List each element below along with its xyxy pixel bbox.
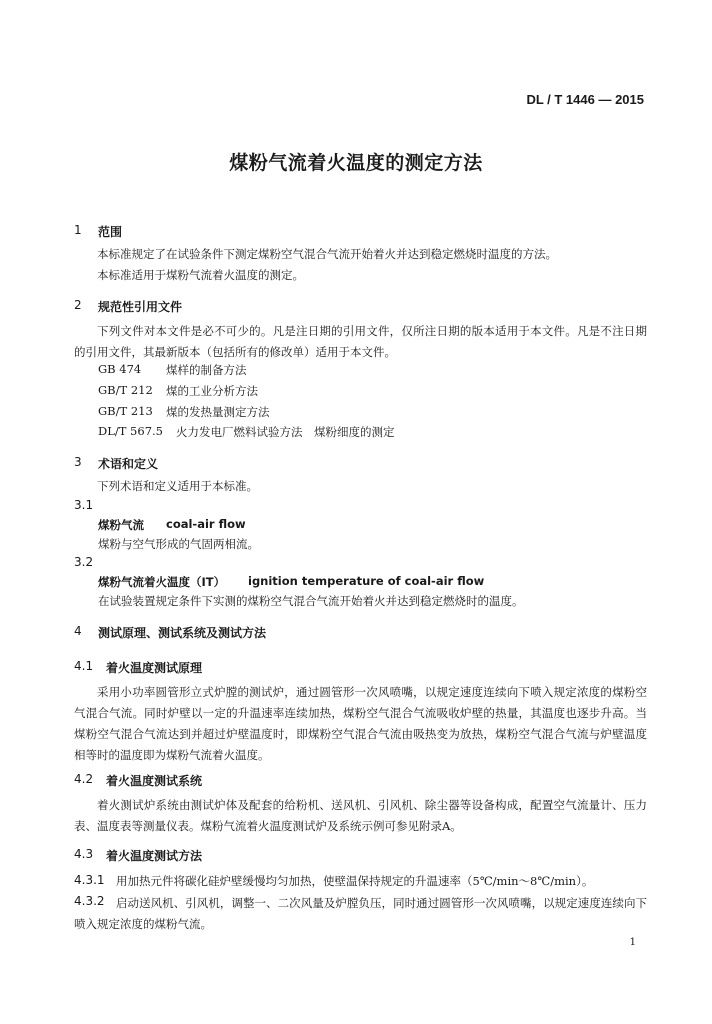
term-1-chinese: 煤粉气流 [98,518,144,532]
section-3-heading: 术语和定义 [98,457,159,471]
section-1-heading: 范围 [98,225,123,239]
term-1-english: coal-air flow [166,517,246,531]
reference-title: 火力发电厂燃料试验方法 煤粉细度的测定 [176,425,395,439]
page-number: 1 [629,937,636,948]
reference-title: 煤的发热量测定方法 [166,405,270,419]
document-title: 煤粉气流着火温度的测定方法 [229,152,483,174]
reference-code: GB 474 [98,362,142,376]
section-4-1-heading: 着火温度测试原理 [106,661,203,675]
term-1-number: 3.1 [74,498,94,512]
section-4-1-number: 4.1 [74,659,94,673]
section-4-number: 4 [74,624,82,638]
term-2-english: ignition temperature of coal-air flow [248,574,485,588]
section-4-2-heading: 着火温度测试系统 [106,774,203,788]
reference-code: GB/T 212 [98,383,153,397]
section-2-heading: 规范性引用文件 [98,300,183,314]
clause-4-3-2-text: 启动送风机、引风机，调整一、二次风量及炉膛负压，同时通过圆管形一次风喷嘴，以规定速度连续向下喷入规定浓度的煤粉气流。 [74,896,647,931]
clause-4-3-1-text: 用加热元件将碳化硅炉壁缓慢均匀加热，使壁温保持规定的升温速率（5℃/min～8℃/min）。 [116,874,594,888]
section-4-heading: 测试原理、测试系统及测试方法 [98,626,267,640]
reference-code: DL/T 567.5 [98,424,163,438]
section-4-1-text: 采用小功率圆管形立式炉膛的测试炉，通过圆管形一次风喷嘴，以规定速度连续向下喷入规定浓度的煤粉空气混合气流。同时炉壁以一定的升温速率连续加热，煤粉空气混合气流吸收炉壁的热量，其温度也逐步升高。当煤粉空气混合气流达到并超过炉壁温度时，即煤粉空气混合气流由吸热变为放热，煤粉空气混合气流与炉壁温度相等时的温度即为煤粉气流着火温度。 [74,685,647,762]
section-1-number: 1 [74,223,82,237]
section-4-3-number: 4.3 [74,847,94,861]
section-2-number: 2 [74,298,82,312]
term-2-definition: 在试验装置规定条件下实测的煤粉空气混合气流开始着火并达到稳定燃烧时的温度。 [98,594,524,608]
section-1-paragraph-1: 本标准规定了在试验条件下测定煤粉空气混合气流开始着火并达到稳定燃烧时温度的方法。 [97,247,557,261]
section-3-number: 3 [74,455,82,469]
section-4-2-text: 着火测试炉系统由测试炉体及配套的给粉机、送风机、引风机、除尘器等设备构成，配置空气流量计、压力表、温度表等测量仪表。煤粉气流着火温度测试炉及系统示例可参见附录A。 [74,798,647,833]
section-3-intro: 下列术语和定义适用于本标准。 [97,479,258,493]
standard-code: DL / T 1446 — 2015 [526,92,644,107]
section-4-2-number: 4.2 [74,772,94,786]
section-2-intro: 下列文件对本文件是必不可少的。凡是注日期的引用文件，仅所注日期的版本适用于本文件。凡是不注日期的引用文件，其最新版本（包括所有的修改单）适用于本文件。 [74,324,647,359]
clause-4-3-2-number: 4.3.2 [74,894,105,908]
reference-code: GB/T 213 [98,404,153,418]
term-2-number: 3.2 [74,555,94,569]
term-1-definition: 煤粉与空气形成的气固两相流。 [98,537,259,551]
reference-title: 煤样的制备方法 [166,363,247,377]
clause-4-3-1-number: 4.3.1 [74,873,105,887]
section-1-paragraph-2: 本标准适用于煤粉气流着火温度的测定。 [97,268,304,282]
section-4-3-heading: 着火温度测试方法 [106,849,203,863]
reference-title: 煤的工业分析方法 [166,384,258,398]
term-2-chinese: 煤粉气流着火温度（IT） [98,575,226,589]
